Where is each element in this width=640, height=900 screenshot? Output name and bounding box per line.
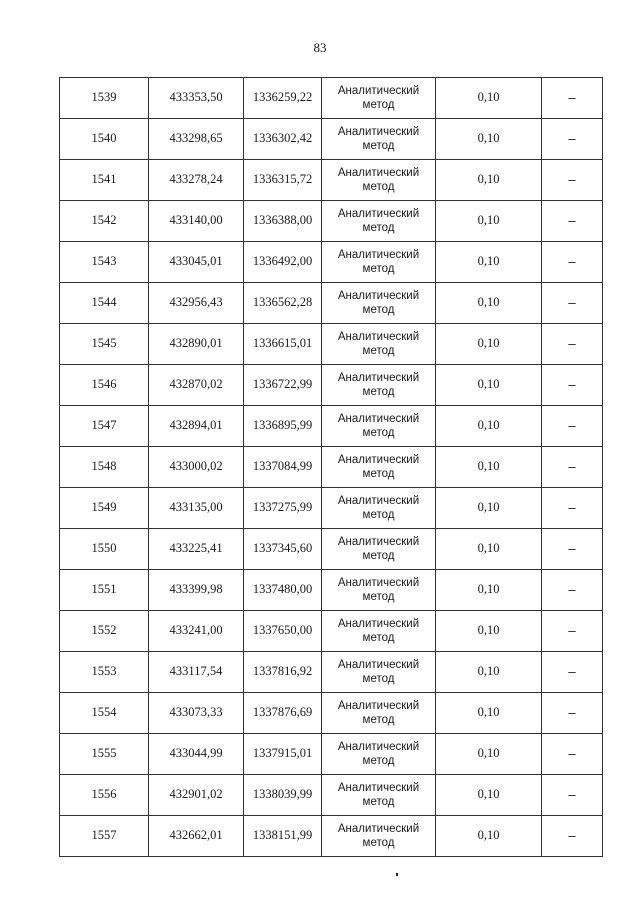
x-coordinate-cell: 433140,00 xyxy=(149,201,244,242)
method-text: Аналитический метод xyxy=(337,453,420,480)
method-cell xyxy=(322,488,436,529)
table-row xyxy=(60,406,603,447)
method-text: Аналитический метод xyxy=(337,535,420,562)
accuracy-cell: 0,10 xyxy=(436,570,542,611)
accuracy-cell: 0,10 xyxy=(436,283,542,324)
accuracy-cell: 0,10 xyxy=(436,365,542,406)
method-text: Аналитический метод xyxy=(337,781,420,808)
point-number-cell: 1549 xyxy=(60,488,149,529)
table-row xyxy=(60,447,603,488)
note-cell: – xyxy=(542,365,603,406)
table-row xyxy=(60,734,603,775)
point-number-cell: 1544 xyxy=(60,283,149,324)
note-cell: – xyxy=(542,775,603,816)
y-coordinate-cell: 1336492,00 xyxy=(244,242,322,283)
x-coordinate-cell: 433117,54 xyxy=(149,652,244,693)
y-coordinate-cell: 1338151,99 xyxy=(244,816,322,857)
note-cell: – xyxy=(542,119,603,160)
method-cell xyxy=(322,201,436,242)
accuracy-cell: 0,10 xyxy=(436,201,542,242)
method-text: Аналитический метод xyxy=(337,207,420,234)
x-coordinate-cell: 433044,99 xyxy=(149,734,244,775)
point-number-cell: 1554 xyxy=(60,693,149,734)
y-coordinate-cell: 1337876,69 xyxy=(244,693,322,734)
note-cell: – xyxy=(542,283,603,324)
x-coordinate-cell: 432894,01 xyxy=(149,406,244,447)
method-cell xyxy=(322,775,436,816)
y-coordinate-cell: 1337275,99 xyxy=(244,488,322,529)
x-coordinate-cell: 433225,41 xyxy=(149,529,244,570)
y-coordinate-cell: 1336388,00 xyxy=(244,201,322,242)
x-coordinate-cell: 433298,65 xyxy=(149,119,244,160)
y-coordinate-cell: 1337084,99 xyxy=(244,447,322,488)
note-cell: – xyxy=(542,693,603,734)
method-cell xyxy=(322,119,436,160)
point-number-cell: 1543 xyxy=(60,242,149,283)
note-cell: – xyxy=(542,324,603,365)
accuracy-cell: 0,10 xyxy=(436,488,542,529)
note-cell: – xyxy=(542,529,603,570)
point-number-cell: 1557 xyxy=(60,816,149,857)
accuracy-cell: 0,10 xyxy=(436,119,542,160)
note-cell: – xyxy=(542,734,603,775)
method-text: Аналитический метод xyxy=(337,248,420,275)
table-row xyxy=(60,611,603,652)
method-cell xyxy=(322,611,436,652)
y-coordinate-cell: 1336562,28 xyxy=(244,283,322,324)
point-number-cell: 1541 xyxy=(60,160,149,201)
table-row xyxy=(60,365,603,406)
accuracy-cell: 0,10 xyxy=(436,734,542,775)
method-cell xyxy=(322,734,436,775)
method-cell xyxy=(322,283,436,324)
method-text: Аналитический метод xyxy=(337,289,420,316)
method-text: Аналитический метод xyxy=(337,371,420,398)
y-coordinate-cell: 1337650,00 xyxy=(244,611,322,652)
accuracy-cell: 0,10 xyxy=(436,529,542,570)
point-number-cell: 1548 xyxy=(60,447,149,488)
table-body xyxy=(60,78,603,857)
x-coordinate-cell: 432890,01 xyxy=(149,324,244,365)
table-row xyxy=(60,242,603,283)
method-cell xyxy=(322,652,436,693)
table-row xyxy=(60,201,603,242)
accuracy-cell: 0,10 xyxy=(436,775,542,816)
note-cell: – xyxy=(542,447,603,488)
y-coordinate-cell: 1336895,99 xyxy=(244,406,322,447)
table-row xyxy=(60,652,603,693)
point-number-cell: 1550 xyxy=(60,529,149,570)
note-cell: – xyxy=(542,652,603,693)
point-number-cell: 1552 xyxy=(60,611,149,652)
coordinates-table xyxy=(59,77,603,857)
table-row xyxy=(60,160,603,201)
accuracy-cell: 0,10 xyxy=(436,816,542,857)
method-text: Аналитический метод xyxy=(337,166,420,193)
accuracy-cell: 0,10 xyxy=(436,611,542,652)
table-row xyxy=(60,816,603,857)
accuracy-cell: 0,10 xyxy=(436,447,542,488)
method-cell xyxy=(322,78,436,119)
y-coordinate-cell: 1337480,00 xyxy=(244,570,322,611)
note-cell: – xyxy=(542,611,603,652)
y-coordinate-cell: 1338039,99 xyxy=(244,775,322,816)
y-coordinate-cell: 1336615,01 xyxy=(244,324,322,365)
accuracy-cell: 0,10 xyxy=(436,160,542,201)
accuracy-cell: 0,10 xyxy=(436,78,542,119)
note-cell: – xyxy=(542,201,603,242)
method-text: Аналитический метод xyxy=(337,699,420,726)
x-coordinate-cell: 433278,24 xyxy=(149,160,244,201)
x-coordinate-cell: 433135,00 xyxy=(149,488,244,529)
point-number-cell: 1555 xyxy=(60,734,149,775)
method-cell xyxy=(322,365,436,406)
note-cell: – xyxy=(542,160,603,201)
method-text: Аналитический метод xyxy=(337,822,420,849)
accuracy-cell: 0,10 xyxy=(436,693,542,734)
point-number-cell: 1539 xyxy=(60,78,149,119)
y-coordinate-cell: 1337816,92 xyxy=(244,652,322,693)
method-text: Аналитический метод xyxy=(337,330,420,357)
accuracy-cell: 0,10 xyxy=(436,652,542,693)
method-text: Аналитический метод xyxy=(337,84,420,111)
x-coordinate-cell: 433353,50 xyxy=(149,78,244,119)
point-number-cell: 1546 xyxy=(60,365,149,406)
table-row xyxy=(60,119,603,160)
method-text: Аналитический метод xyxy=(337,494,420,521)
method-cell xyxy=(322,693,436,734)
method-cell xyxy=(322,406,436,447)
table-row xyxy=(60,775,603,816)
point-number-cell: 1556 xyxy=(60,775,149,816)
x-coordinate-cell: 432662,01 xyxy=(149,816,244,857)
method-cell xyxy=(322,529,436,570)
x-coordinate-cell: 433241,00 xyxy=(149,611,244,652)
method-cell xyxy=(322,570,436,611)
point-number-cell: 1542 xyxy=(60,201,149,242)
x-coordinate-cell: 432956,43 xyxy=(149,283,244,324)
table-row xyxy=(60,693,603,734)
y-coordinate-cell: 1336302,42 xyxy=(244,119,322,160)
method-text: Аналитический метод xyxy=(337,125,420,152)
method-text: Аналитический метод xyxy=(337,658,420,685)
table-row xyxy=(60,529,603,570)
x-coordinate-cell: 433000,02 xyxy=(149,447,244,488)
x-coordinate-cell: 432870,02 xyxy=(149,365,244,406)
x-coordinate-cell: 433073,33 xyxy=(149,693,244,734)
table-row xyxy=(60,324,603,365)
method-cell xyxy=(322,447,436,488)
y-coordinate-cell: 1336722,99 xyxy=(244,365,322,406)
method-cell xyxy=(322,242,436,283)
table-row xyxy=(60,283,603,324)
note-cell: – xyxy=(542,78,603,119)
y-coordinate-cell: 1337345,60 xyxy=(244,529,322,570)
method-cell xyxy=(322,160,436,201)
point-number-cell: 1545 xyxy=(60,324,149,365)
method-text: Аналитический метод xyxy=(337,412,420,439)
page-number: 83 xyxy=(313,40,327,55)
y-coordinate-cell: 1336259,22 xyxy=(244,78,322,119)
x-coordinate-cell: 433045,01 xyxy=(149,242,244,283)
table-row xyxy=(60,488,603,529)
y-coordinate-cell: 1337915,01 xyxy=(244,734,322,775)
note-cell: – xyxy=(542,242,603,283)
point-number-cell: 1553 xyxy=(60,652,149,693)
point-number-cell: 1547 xyxy=(60,406,149,447)
x-coordinate-cell: 433399,98 xyxy=(149,570,244,611)
table-row xyxy=(60,570,603,611)
method-cell xyxy=(322,324,436,365)
y-coordinate-cell: 1336315,72 xyxy=(244,160,322,201)
note-cell: – xyxy=(542,816,603,857)
point-number-cell: 1540 xyxy=(60,119,149,160)
scan-artifact-dot xyxy=(396,873,398,876)
method-text: Аналитический метод xyxy=(337,740,420,767)
accuracy-cell: 0,10 xyxy=(436,324,542,365)
note-cell: – xyxy=(542,488,603,529)
method-cell xyxy=(322,816,436,857)
x-coordinate-cell: 432901,02 xyxy=(149,775,244,816)
accuracy-cell: 0,10 xyxy=(436,242,542,283)
accuracy-cell: 0,10 xyxy=(436,406,542,447)
point-number-cell: 1551 xyxy=(60,570,149,611)
note-cell: – xyxy=(542,406,603,447)
method-text: Аналитический метод xyxy=(337,617,420,644)
note-cell: – xyxy=(542,570,603,611)
method-text: Аналитический метод xyxy=(337,576,420,603)
table-row xyxy=(60,78,603,119)
